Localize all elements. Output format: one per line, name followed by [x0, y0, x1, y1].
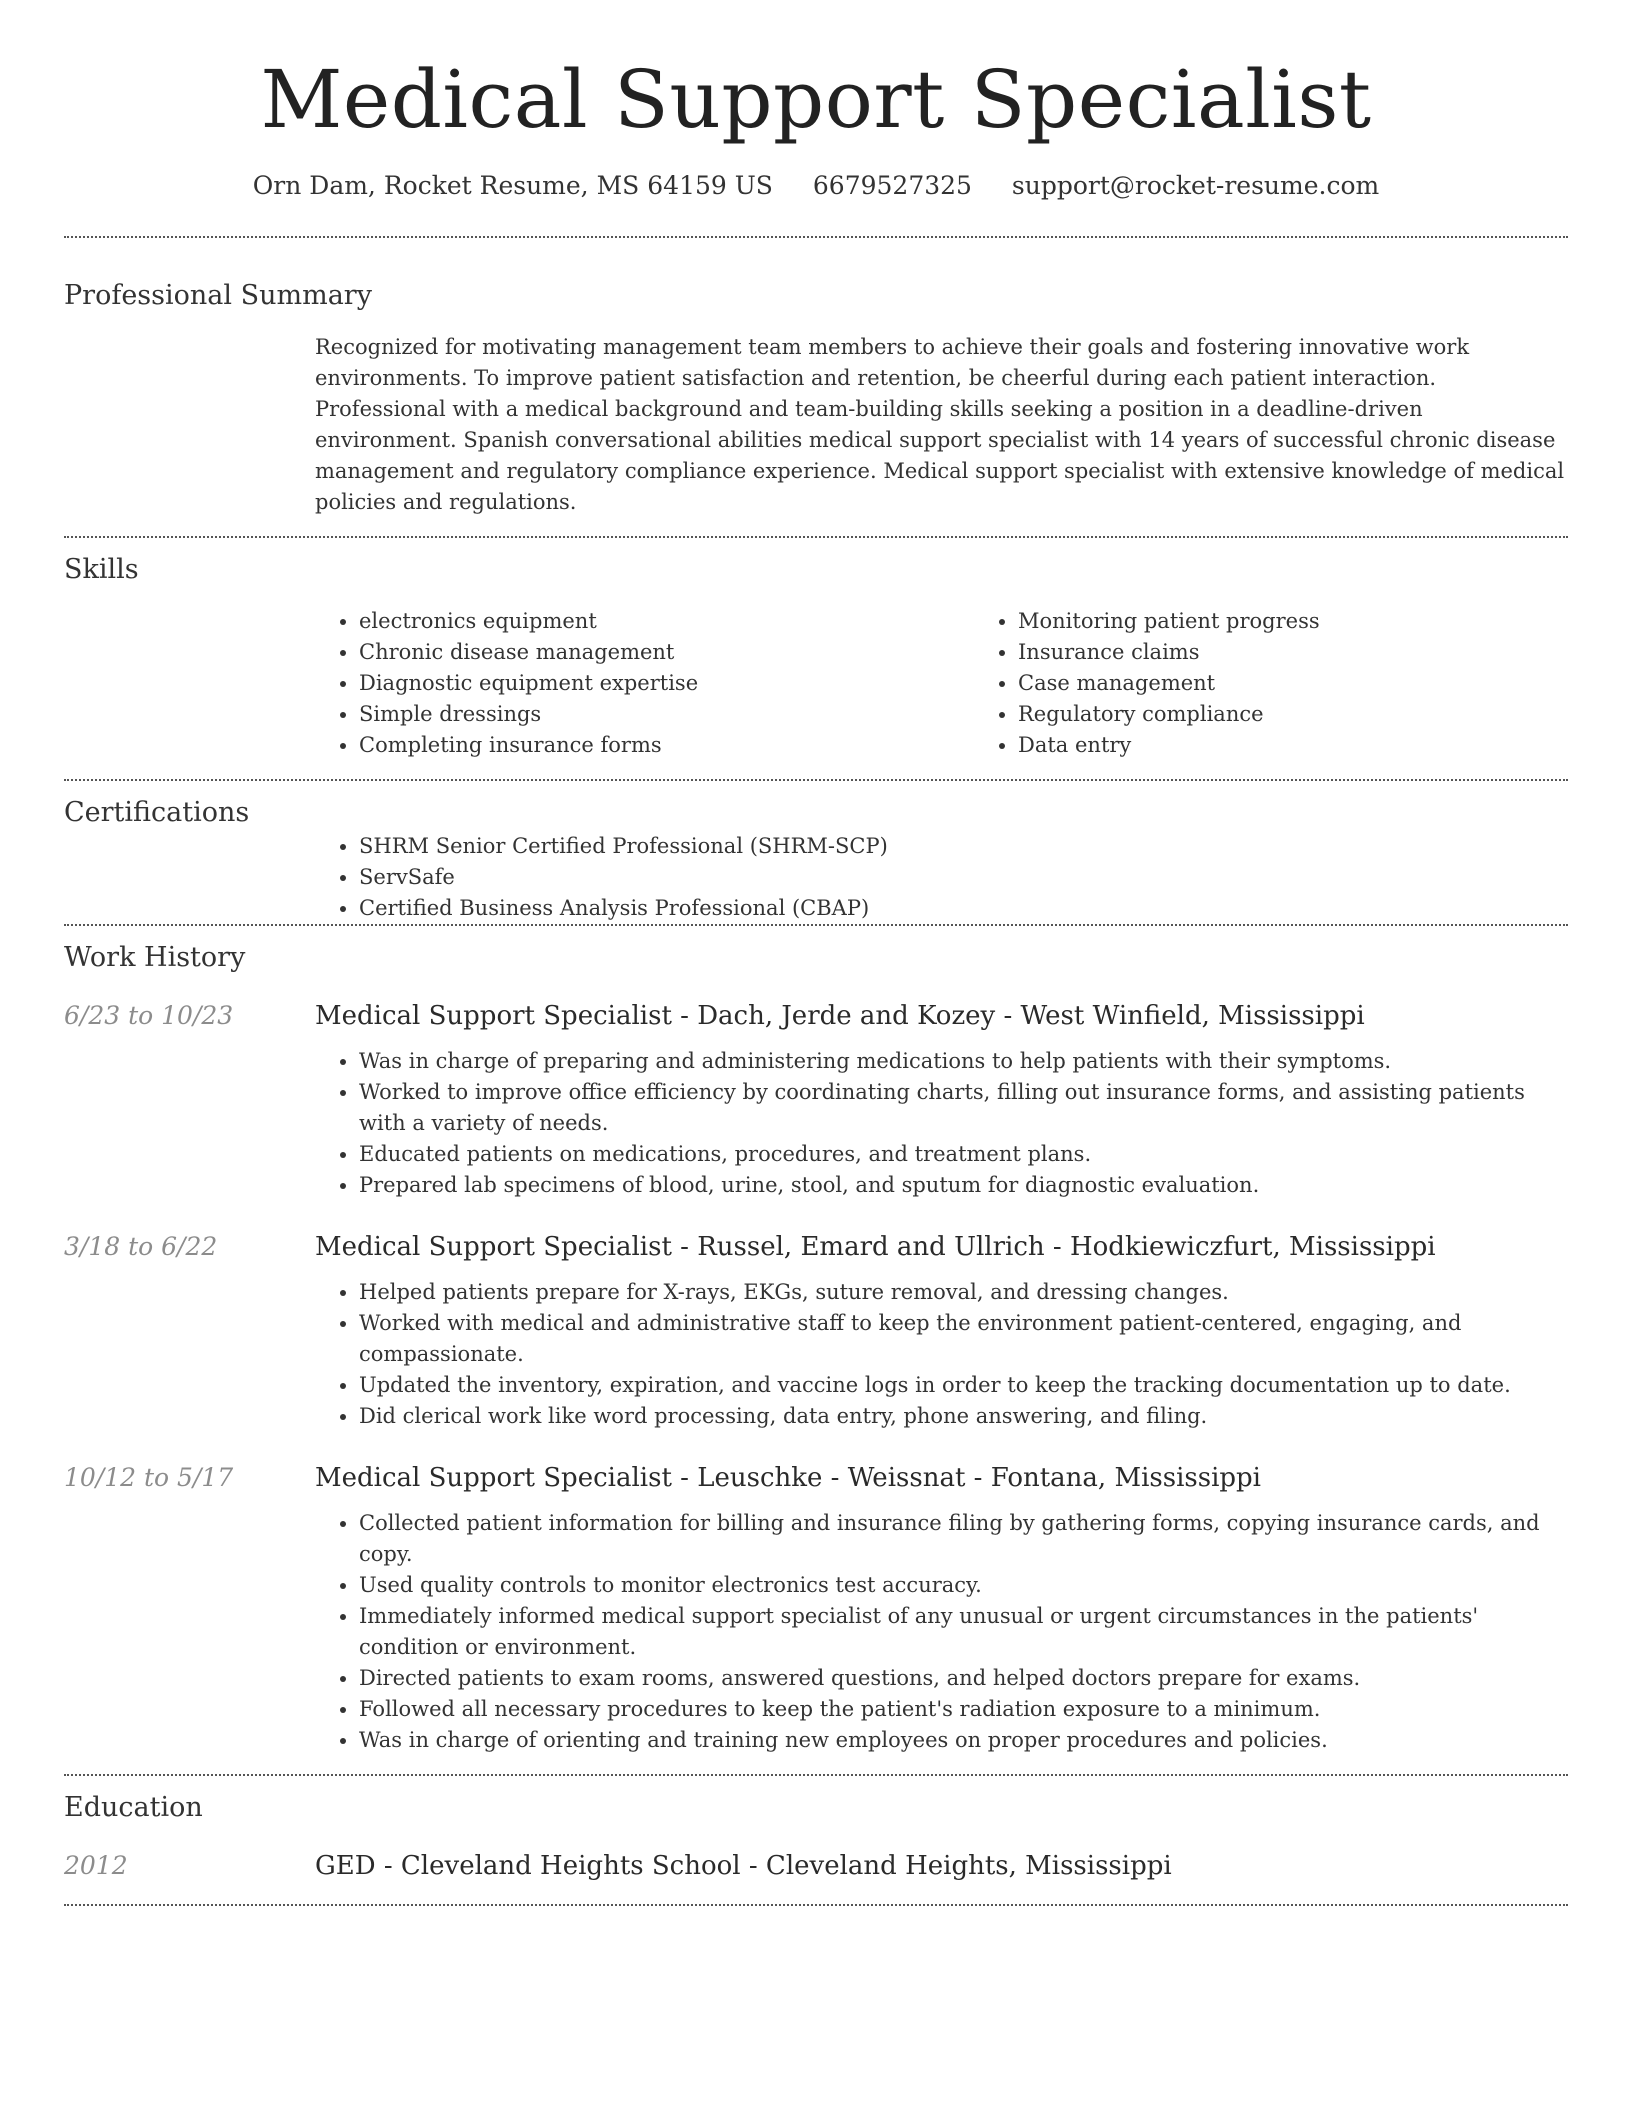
candidate-name: Medical Support Specialist — [260, 53, 1372, 146]
skill-item: • Insurance claims — [1018, 637, 1632, 668]
job-entry — [64, 1460, 1568, 1756]
summary-section — [64, 238, 1568, 536]
job-bullet: • Did clerical work like word processing, data entry, phone answering, and filing. — [359, 1401, 1568, 1432]
job-bullets — [315, 1046, 1568, 1201]
job-bullet: • Worked with medical and administrative staff to keep the environment patient-centered, engaging, and compassionate. — [359, 1308, 1568, 1370]
contact-email: support@rocket-resume.com — [1011, 171, 1380, 200]
work-history-section — [64, 926, 1568, 1756]
skill-item: • Data entry — [1018, 730, 1632, 761]
education-year: 2012 — [64, 1851, 128, 1880]
job-dates: 6/23 to 10/23 — [64, 1001, 234, 1030]
skill-item: • electronics equipment — [359, 606, 974, 637]
job-bullet: • Prepared lab specimens of blood, urine, stool, and sputum for diagnostic evaluation. — [359, 1170, 1568, 1201]
skill-item: • Diagnostic equipment expertise — [359, 668, 974, 699]
skills-title: Skills — [64, 554, 139, 585]
job-entry — [64, 1229, 1568, 1432]
certifications-title: Certifications — [64, 797, 250, 828]
job-dates: 10/12 to 5/17 — [64, 1463, 234, 1492]
summary-title: Professional Summary — [64, 280, 372, 311]
job-bullet: • Was in charge of orienting and training new employees on proper procedures and policies. — [359, 1725, 1568, 1756]
skills-section — [64, 538, 1568, 779]
job-bullet: • Followed all necessary procedures to keep the patient's radiation exposure to a minimum. — [359, 1694, 1568, 1725]
summary-text: Recognized for motivating management team members to achieve their goals and fostering innovative work environments. To improve patient satisfaction and retention, be cheerful during each patient interaction. Professional with a medical background and team-building skills seeking a position in a deadline-driven environment. Spanish conversational abilities medical support specialist with 14 years of successful chronic disease management and regulatory compliance experience. Medical support specialist with extensive knowledge of medical policies and regulations. — [315, 335, 1565, 514]
certifications-list — [315, 831, 1568, 924]
job-entry — [64, 998, 1568, 1201]
work-history-title: Work History — [64, 942, 246, 973]
contact-phone: 6679527325 — [812, 171, 972, 200]
certifications-section — [64, 781, 1568, 924]
job-bullets — [315, 1508, 1568, 1756]
job-bullet: • Educated patients on medications, procedures, and treatment plans. — [359, 1139, 1568, 1170]
skill-item: • Chronic disease management — [359, 637, 974, 668]
skills-list-left — [315, 606, 974, 761]
certification-item: • ServSafe — [359, 862, 1568, 893]
job-bullet: • Used quality controls to monitor electronics test accuracy. — [359, 1570, 1568, 1601]
job-bullets — [315, 1277, 1568, 1432]
job-bullet: • Helped patients prepare for X-rays, EKGs, suture removal, and dressing changes. — [359, 1277, 1568, 1308]
education-title: Education — [64, 1792, 203, 1823]
certification-item: • Certified Business Analysis Professional (CBAP) — [359, 893, 1568, 924]
job-bullet: • Updated the inventory, expiration, and vaccine logs in order to keep the tracking documentation up to date. — [359, 1370, 1568, 1401]
education-entry — [64, 1848, 1568, 1884]
education-degree: GED - Cleveland Heights School - Cleveland Heights, Mississippi — [315, 1851, 1172, 1881]
contact-address: Orn Dam, Rocket Resume, MS 64159 US — [252, 171, 773, 200]
job-bullet: • Directed patients to exam rooms, answered questions, and helped doctors prepare for exams. — [359, 1663, 1568, 1694]
resume-header — [64, 0, 1568, 204]
job-dates: 3/18 to 6/22 — [64, 1232, 218, 1261]
skill-item: • Completing insurance forms — [359, 730, 974, 761]
contact-line — [64, 168, 1568, 204]
skill-item: • Case management — [1018, 668, 1632, 699]
skill-item: • Regulatory compliance — [1018, 699, 1632, 730]
job-bullet: • Was in charge of preparing and administering medications to help patients with their symptoms. — [359, 1046, 1568, 1077]
skill-item: • Simple dressings — [359, 699, 974, 730]
skills-list-right — [974, 606, 1632, 761]
job-title: Medical Support Specialist - Leuschke - Weissnat - Fontana, Mississippi — [315, 1463, 1261, 1493]
certification-item: • SHRM Senior Certified Professional (SHRM-SCP) — [359, 831, 1568, 862]
skill-item: • Monitoring patient progress — [1018, 606, 1632, 637]
education-section — [64, 1776, 1568, 1884]
job-bullet: • Immediately informed medical support specialist of any unusual or urgent circumstances in the patients' condition or environment. — [359, 1601, 1568, 1663]
job-bullet: • Collected patient information for billing and insurance filing by gathering forms, copying insurance cards, and copy. — [359, 1508, 1568, 1570]
job-title: Medical Support Specialist - Russel, Emard and Ullrich - Hodkiewiczfurt, Mississippi — [315, 1232, 1436, 1262]
job-title: Medical Support Specialist - Dach, Jerde and Kozey - West Winfield, Mississippi — [315, 1001, 1365, 1031]
job-bullet: • Worked to improve office efficiency by coordinating charts, filling out insurance forms, and assisting patients with a variety of needs. — [359, 1077, 1568, 1139]
divider — [64, 1904, 1568, 1906]
